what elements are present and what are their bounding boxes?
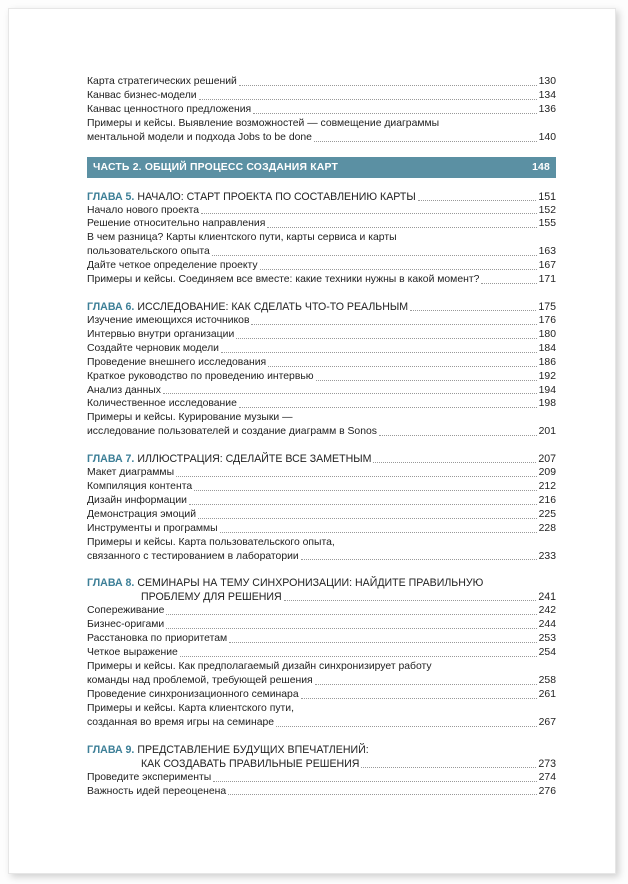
entry-title: Четкое выражение [87,647,178,659]
entry-page: 134 [538,89,556,101]
entry-page: 198 [538,398,556,410]
chapter-page: 241 [538,591,556,604]
entry-title: Анализ данных [87,384,161,396]
entry-page: 254 [538,647,556,659]
toc-entry[interactable] [87,397,556,411]
toc-entry[interactable] [87,75,556,89]
chapter-heading[interactable] [87,757,556,771]
entry-page: 155 [538,218,556,230]
chapter-9 [87,743,556,799]
chapter-title: ПРЕДСТАВЛЕНИЕ БУДУЩИХ ВПЕЧАТЛЕНИЙ: [137,743,369,756]
toc-entry[interactable] [87,618,556,632]
toc-entry[interactable] [87,494,556,508]
entry-title: исследование пользователей и создание диаграмм в Sonos [87,426,377,438]
leader-dots [373,462,536,463]
leader-dots [228,794,536,795]
toc-entry[interactable] [87,508,556,522]
toc-entry[interactable] [87,217,556,231]
leader-dots [315,684,537,685]
entry-title: Краткое руководство по проведению интервью [87,370,314,382]
entry-page: 201 [538,426,556,438]
leader-dots [199,99,537,100]
chapter-page: 175 [538,300,556,313]
toc-entry[interactable] [87,204,556,218]
entry-title: Инструменты и программы [87,522,218,534]
leader-dots [314,141,537,142]
toc-entry[interactable] [87,328,556,342]
leader-dots [316,380,537,381]
entry-title: связанного с тестированием в лаборатории [87,550,299,562]
entry-title: Создайте черновик модели [87,342,219,354]
leader-dots [189,504,537,505]
chapter-title: НАЧАЛО: СТАРТ ПРОЕКТА ПО СОСТАВЛЕНИЮ КАРТЫ [137,190,416,203]
leader-dots [267,227,536,228]
entry-title: Карта стратегических решений [87,76,237,87]
entry-title-line: Примеры и кейсы. Как предполагаемый дизайн синхронизирует работу [87,661,432,673]
leader-dots [163,393,537,394]
entry-title: Интервью внутри организации [87,328,235,340]
chapter-6 [87,300,556,439]
toc-entry[interactable] [87,522,556,536]
entry-page: 163 [538,246,556,258]
entry-title-line: Примеры и кейсы. Выявление возможностей — совмещение диаграммы [87,117,440,129]
toc-entry[interactable] [87,771,556,785]
entry-title: Проведение синхронизационного семинара [87,688,299,700]
leader-dots [410,310,536,311]
chapter-heading-line[interactable] [87,743,556,757]
entry-page: 274 [538,771,556,783]
entry-title: Решение относительно направления [87,218,266,230]
entry-title-line: В чем разница? Карты клиентского пути, карты сервиса и карты [87,232,397,244]
chapter-heading[interactable] [87,590,556,604]
part-banner[interactable] [87,157,556,178]
entry-title: Количественное исследование [87,398,237,410]
leader-dots [201,213,537,214]
leader-dots [236,338,536,339]
chapter-number: ГЛАВА 6. [87,300,135,313]
leader-dots [251,324,536,325]
leader-dots [239,407,537,408]
entry-title: Канвас бизнес-модели [87,89,197,101]
leader-dots [180,656,537,657]
toc-entry[interactable] [87,632,556,646]
chapter-heading[interactable] [87,190,556,204]
leader-dots [301,698,537,699]
entry-title: Расстановка по приоритетам [87,633,228,645]
entry-title-line: Примеры и кейсы. Курирование музыки — [87,412,293,424]
toc-entry[interactable] [87,245,556,259]
entry-page: 233 [538,550,556,562]
entry-title: Важность идей переоценена [87,785,227,797]
leader-dots [166,628,536,629]
toc-entry[interactable] [87,785,556,799]
entry-page: 136 [538,103,556,115]
toc-entry[interactable] [87,716,556,730]
entry-page: 152 [538,204,556,216]
part-page: 148 [532,161,550,173]
chapter-title: КАК СОЗДАВАТЬ ПРАВИЛЬНЫЕ РЕШЕНИЯ [141,757,360,770]
leader-dots [481,283,536,284]
entry-page: 258 [538,675,556,686]
entry-title: Проведение внешнего исследования [87,356,267,368]
toc-entry[interactable] [87,688,556,702]
entry-title: созданная во время игры на семинаре [87,716,275,728]
entry-title: Макет диаграммы [87,467,175,479]
toc-entry[interactable] [87,674,556,688]
leader-dots [284,600,537,601]
entry-page: 244 [538,619,556,631]
entry-page: 225 [538,508,556,520]
entry-title-line: Примеры и кейсы. Карта пользовательского опыта, [87,536,335,548]
entry-title: команды над проблемой, требующей решения [87,675,313,686]
leader-dots [379,435,537,436]
toc-entry[interactable] [87,384,556,398]
chapter-5 [87,190,556,287]
entry-page: 176 [538,314,556,326]
chapter-page: 207 [538,453,556,466]
entry-page: 228 [538,522,556,534]
chapter-heading[interactable] [87,300,556,314]
entry-page: 140 [538,131,556,143]
entry-page: 276 [538,785,556,797]
chapter-page: 273 [538,757,556,770]
chapter-7 [87,452,556,563]
leader-dots [221,352,537,353]
leader-dots [253,113,536,114]
toc-entry[interactable] [87,342,556,356]
entry-page: 242 [538,605,556,617]
toc-entry[interactable] [87,425,556,439]
leader-dots [198,518,537,519]
leader-dots [301,559,537,560]
toc-entry[interactable] [87,356,556,370]
entry-page: 261 [538,688,556,700]
leader-dots [213,781,536,782]
toc-entry[interactable] [87,103,556,117]
chapter-heading[interactable] [87,452,556,466]
toc-entry[interactable] [87,370,556,384]
entry-page: 186 [538,356,556,368]
leader-dots [276,726,537,727]
entry-title: Демонстрация эмоций [87,508,197,520]
entry-page: 184 [538,342,556,354]
leader-dots [229,642,537,643]
leader-dots [212,255,537,256]
leader-dots [239,85,537,86]
leader-dots [194,490,537,491]
entry-title: Дайте четкое определение проекту [87,260,258,272]
toc-entry[interactable] [87,131,556,145]
chapter-number: ГЛАВА 9. [87,743,135,756]
entry-page: 130 [538,76,556,87]
toc-entry[interactable] [87,259,556,273]
entry-page: 180 [538,328,556,340]
chapter-number: ГЛАВА 5. [87,190,135,203]
toc-entry[interactable] [87,480,556,494]
entry-title: ментальной модели и подхода Jobs to be done [87,131,312,143]
entry-title: Бизнес-оригами [87,619,165,631]
leader-dots [418,200,537,201]
chapter-title: ИЛЛЮСТРАЦИЯ: СДЕЛАЙТЕ ВСЕ ЗАМЕТНЫМ [137,453,372,466]
entry-page: 216 [538,494,556,506]
book-page [8,8,616,874]
entry-page: 209 [538,467,556,479]
chapter-title: СЕМИНАРЫ НА ТЕМУ СИНХРОНИЗАЦИИ: НАЙДИТЕ ПРАВИЛЬНУЮ [137,577,484,590]
entry-title: Канвас ценностного предложения [87,103,252,115]
entry-title-line: Примеры и кейсы. Карта клиентского пути, [87,702,294,714]
leader-dots [361,767,536,768]
chapter-title: ИССЛЕДОВАНИЕ: КАК СДЕЛАТЬ ЧТО-ТО РЕАЛЬНЫМ [137,300,409,313]
table-of-contents [87,75,556,798]
entry-page: 192 [538,370,556,382]
chapter-heading-line[interactable] [87,576,556,590]
toc-entry[interactable] [87,273,556,287]
toc-entry[interactable] [87,604,556,618]
entry-page: 253 [538,633,556,645]
part-title: ЧАСТЬ 2. ОБЩИЙ ПРОЦЕСС СОЗДАНИЯ КАРТ [93,161,339,173]
chapter-8 [87,576,556,729]
entry-page: 212 [538,481,556,493]
entry-title: Начало нового проекта [87,204,200,216]
leader-dots [268,366,537,367]
toc-entry[interactable] [87,89,556,103]
leader-dots [176,476,537,477]
entry-title: Примеры и кейсы. Соединяем все вместе: какие техники нужны в какой момент? [87,274,480,286]
chapter-number: ГЛАВА 8. [87,577,135,590]
chapter-page: 151 [538,190,556,203]
toc-entry[interactable] [87,646,556,660]
leader-dots [220,532,537,533]
entry-title: Сопереживание [87,605,165,617]
entry-page: 267 [538,716,556,728]
entry-title: Проведите эксперименты [87,771,212,783]
entry-title: пользовательского опыта [87,246,210,258]
entry-title: Компиляция контента [87,481,193,493]
toc-entry[interactable] [87,314,556,328]
entry-page: 171 [538,274,556,286]
entry-page: 194 [538,384,556,396]
toc-entry[interactable] [87,466,556,480]
leader-dots [260,269,537,270]
leader-dots [166,614,536,615]
toc-entry[interactable] [87,550,556,564]
entry-title: Изучение имеющихся источников [87,314,250,326]
chapter-number: ГЛАВА 7. [87,453,135,466]
entry-title: Дизайн информации [87,494,187,506]
entry-page: 167 [538,260,556,272]
chapter-title: ПРОБЛЕМУ ДЛЯ РЕШЕНИЯ [141,591,282,604]
